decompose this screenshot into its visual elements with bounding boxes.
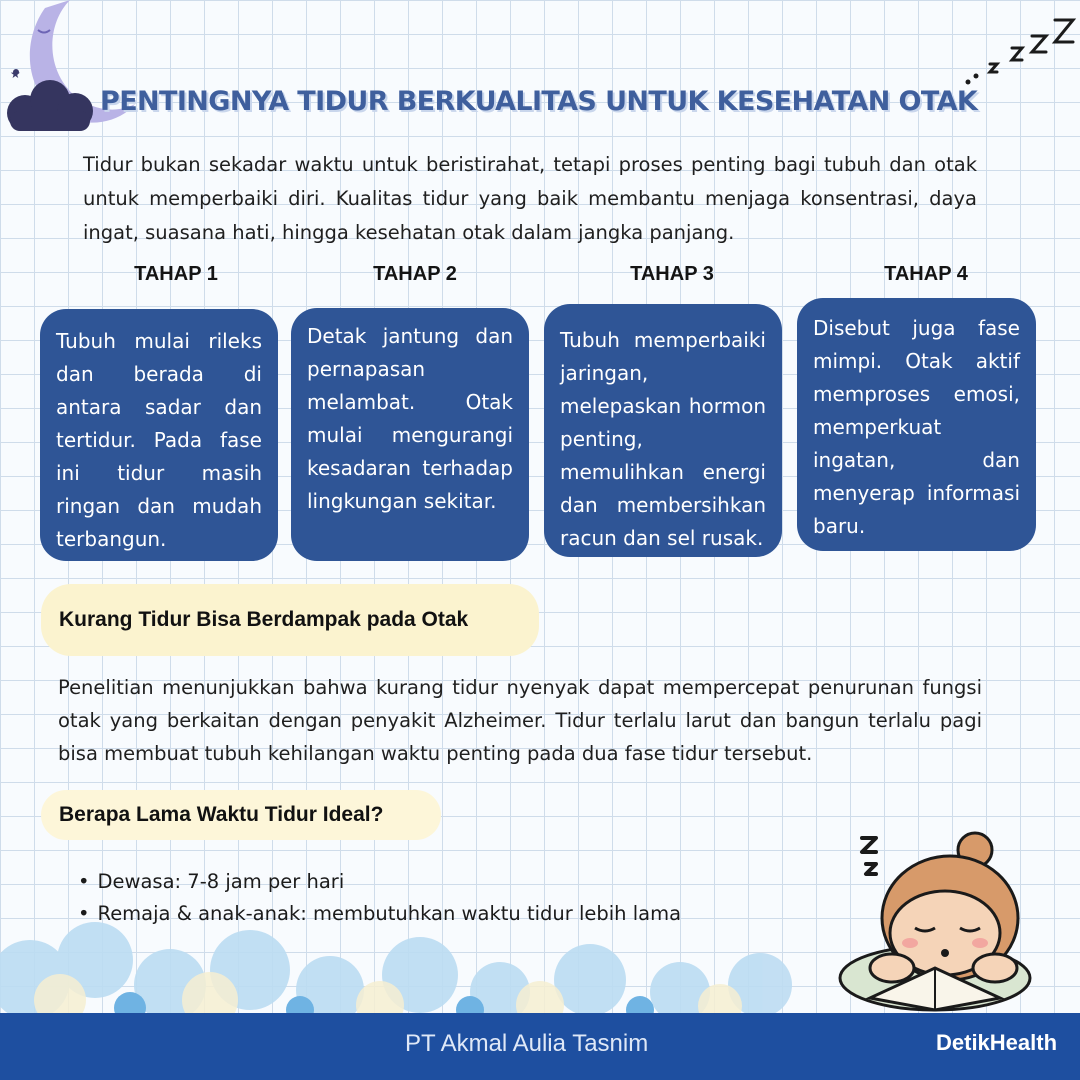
stage-4-label: TAHAP 4 [884,263,968,285]
stage-1-label: TAHAP 1 [134,263,218,285]
stage-4-card: Disebut juga fase mimpi. Otak aktif memproses emosi, memperkuat ingatan, dan menyerap informasi baru. [797,298,1036,551]
stage-1-card: Tubuh mulai rileks dan berada di antara sadar dan tertidur. Pada fase ini tidur masih ringan dan mudah terbangun. [40,309,278,561]
zzz-icon [960,10,1080,90]
list-item: • Remaja & anak-anak: membutuhkan waktu tidur lebih lama [78,898,681,930]
svg-text:★: ★ [10,67,21,81]
sleeping-girl-illustration [830,828,1040,1013]
intro-paragraph: Tidur bukan sekadar waktu untuk beristirahat, tetapi proses penting bagi tubuh dan otak untuk memperbaiki diri. Kualitas tidur yang baik membantu menjaga konsentrasi, daya ingat, suasana hati, hingga kesehatan otak dalam jangka panjang. [83,153,977,244]
footer-company: PT Akmal Aulia Tasnim [405,1030,649,1057]
stage-2-label: TAHAP 2 [373,263,457,285]
page-title: PENTINGNYA TIDUR BERKUALITAS UNTUK KESEHATAN OTAK [100,86,978,117]
list-item: • Dewasa: 7-8 jam per hari [78,866,681,898]
sleep-deprivation-paragraph: Penelitian menunjukkan bahwa kurang tidur nyenyak dapat mempercepat penurunan fungsi otak yang berkaitan dengan penyakit Alzheimer. Tidur terlalu larut dan bangun terlalu pagi bisa membuat tubuh kehilangan waktu penting pada dua fase tidur tersebut. [58,676,982,765]
stage-3-card: Tubuh memperbaiki jaringan, melepaskan hormon penting, memulihkan energi dan membersihkan racun dan sel rusak. [544,304,782,557]
cloud-icon [0,78,110,138]
footer-brand: DetikHealth [936,1030,1058,1055]
stage-3-label: TAHAP 3 [630,263,714,285]
stage-2-card: Detak jantung dan pernapasan melambat. Otak mulai mengurangi kesadaran terhadap lingkungan sekitar. [291,308,529,561]
section-heading-sleep-deprivation: Kurang Tidur Bisa Berdampak pada Otak [41,584,539,656]
section-heading-ideal-sleep: Berapa Lama Waktu Tidur Ideal? [41,790,441,840]
